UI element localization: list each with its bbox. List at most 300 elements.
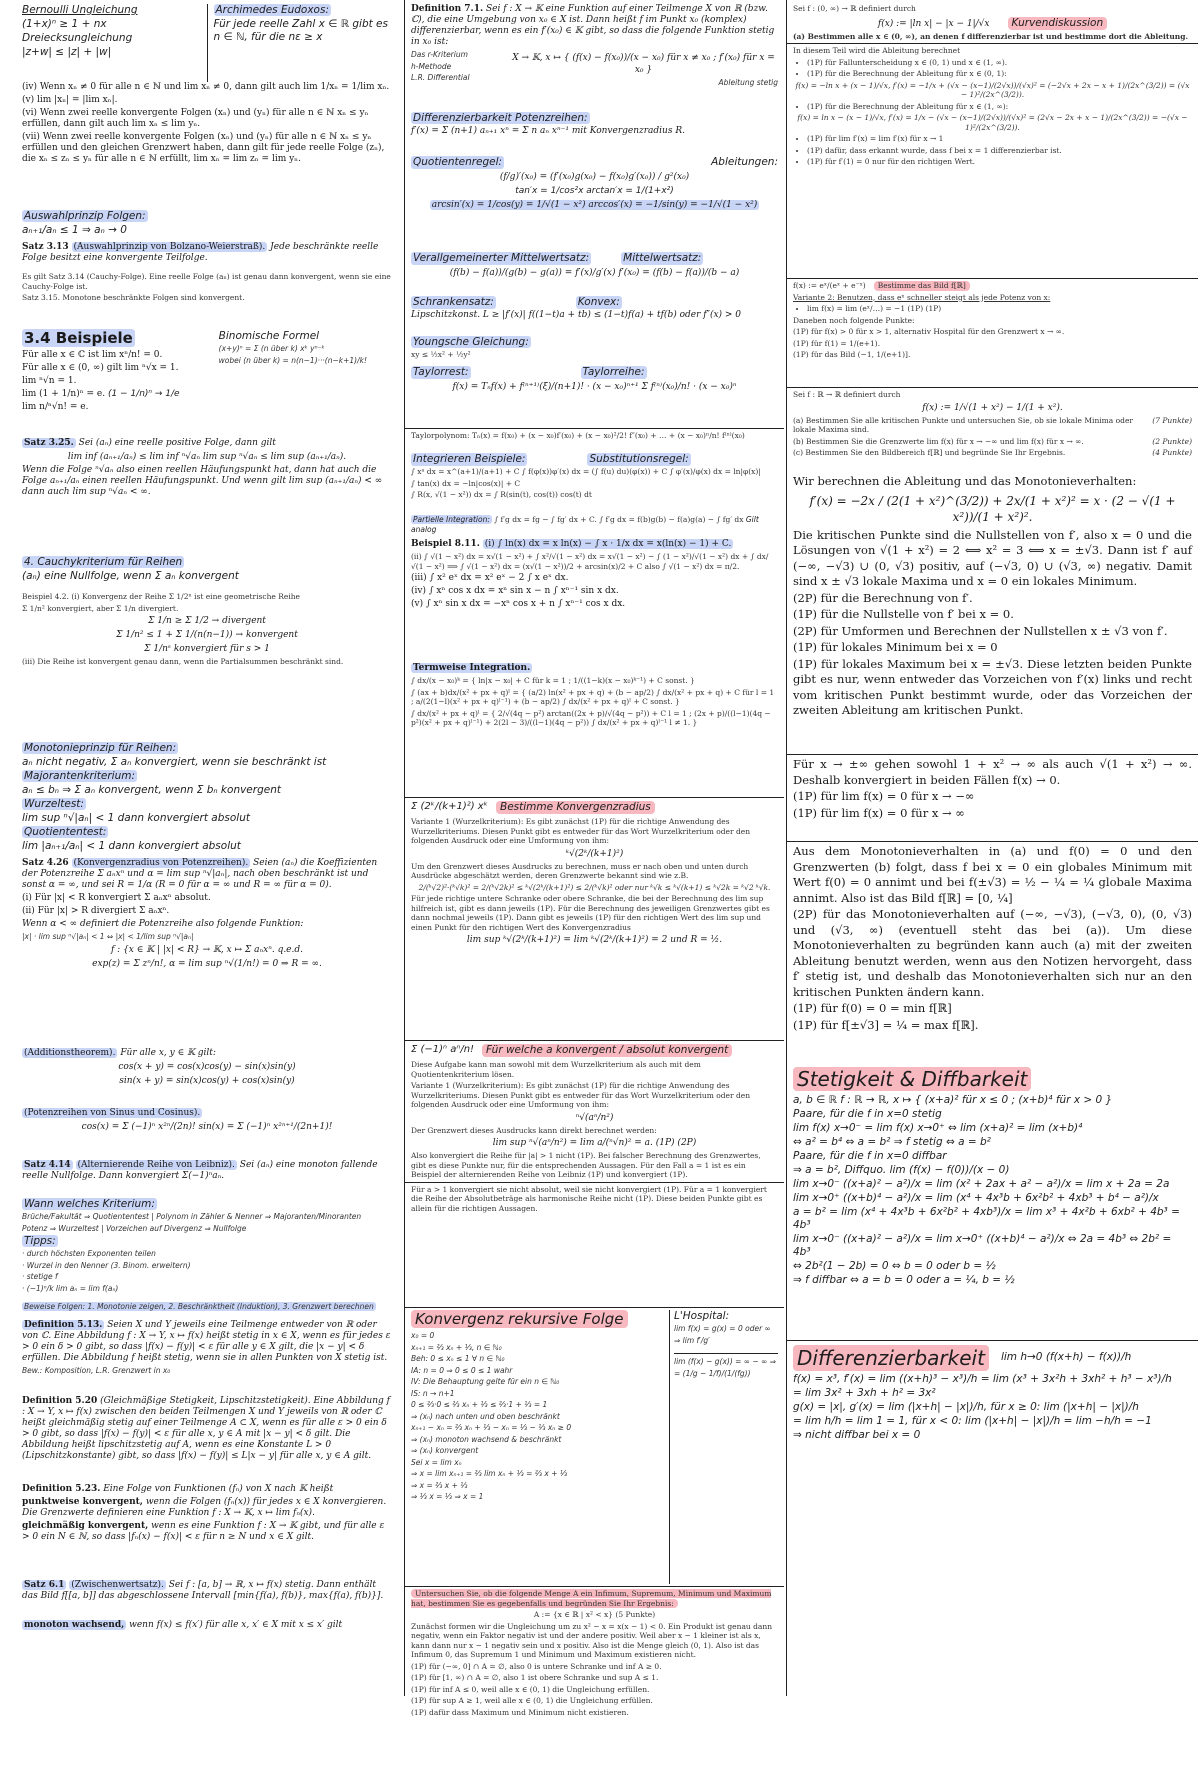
kv-title: Kurvendiskussion xyxy=(1008,17,1108,30)
diff-head-eq: lim h→0 (f(x+h) − f(x))/h xyxy=(1000,1351,1132,1363)
ex-part-text: (a) Bestimmen Sie alle kritischen Punkte und untersuchen Sie, ob sie lokale Minima oder lokale Maxima sind. xyxy=(793,415,1133,434)
inf-text: Zunächst formen wir die Ungleichung um zu x² − x = x(x − 1) < 0. Ein Produkt ist genau dann negativ, wenn ein Faktor negativ ist und der andere positiv. Weil aber x − 1 kleiner ist als x, kann dann nur x − 1 negativ sein und x positiv. Also ist die Menge gleich (0, 1). Also ist das Infimum 0, das Supremum 1 und Minimum und Maximum existieren nicht. xyxy=(411,1621,773,1659)
beispiele-section xyxy=(22,324,392,438)
divider xyxy=(405,1040,784,1041)
hw-cauchy-title: 4. Cauchykriterium für Reihen xyxy=(24,556,183,568)
inf-item: (1P) für inf A ≤ 0, weil alle x ∈ (0, 1) die Ungleichung erfüllen. xyxy=(411,1684,650,1694)
inf-task: Untersuchen Sie, ob die folgende Menge A ein Infimum, Supremum, Minimum und Maximum hat, bestimmen Sie es gegebenfalls und begründen Sie Ihr Ergebnis: xyxy=(411,1589,772,1608)
divider xyxy=(787,1340,1198,1341)
bsp-item: (v) ∫ xⁿ sin x dx = −xⁿ cos x + n ∫ xⁿ⁻¹ cos x dx. xyxy=(411,599,626,609)
ex-part-points: (2 Punkte) xyxy=(1152,436,1192,446)
stet-line: lim x→0⁺ ((x+b)⁴ − a²)/x = lim (x⁴ + 4x³b + 6x²b² + 4xb³ + b⁴ − a²)/x xyxy=(793,1192,1159,1204)
diffpot-eq: f′(x) = Σ (n+1) aₙ₊₁ xⁿ = Σ n aₙ xⁿ⁻¹ mit Konvergenzradius R. xyxy=(411,126,685,136)
satz-body: Sei f : [a, b] → ℝ, x ↦ f(x) stetig. Dann enthält das Bild f[[a, b]] das abgeschlossene Intervall [min{f(a), f(b)}, max{f(a), f(b)}]. xyxy=(22,1580,384,1601)
kv-list xyxy=(793,58,1192,79)
stet-line: lim f(x) x→0⁻ = lim f(x) x→0⁺ ⇔ lim (x+a)² = lim (x+b)⁴ xyxy=(793,1122,1083,1134)
kv-list xyxy=(793,134,1192,167)
hw-archimedes xyxy=(207,4,393,82)
konv-text: Diese Aufgabe kann man sowohl mit dem Wurzelkriterium als auch mit dem Quotientenkriterium lösen. xyxy=(411,1060,701,1079)
hw-abl: Ableitung stetig xyxy=(718,78,778,87)
satz-325-head xyxy=(22,438,392,449)
bsp-item: (iv) ∫ xⁿ cos x dx = xⁿ sin x − n ∫ xⁿ⁻¹ sin x dx. xyxy=(411,586,619,596)
satz-61 xyxy=(22,1580,392,1620)
def-body: Seien X und Y jeweils eine Teilmenge entweder von ℝ oder von ℂ. Eine Abbildung f : X → Y, x ↦ f(x) heißt stetig in x ∈ X, wenn es für jedes ε > 0 ein δ > 0 gibt, so dass |f(x) − f(y)| < ε für alle y ∈ X gilt, die |x − y| < δ erfüllen. Die Abbildung f heißt stetig, wenn sie in allen Punkten von X stetig ist. xyxy=(22,1320,391,1363)
ex-text: Sei f : ℝ → ℝ definiert durch xyxy=(793,390,901,399)
big-item: (1P) für f[±√3] = ¼ = max f[ℝ]. xyxy=(793,1017,979,1032)
faint-line: Beispiel 4.2. (i) Konvergenz der Reihe Σ 1/2ⁿ ist eine geometrische Reihe xyxy=(22,592,300,601)
ex-part-text: (c) Bestimmen Sie den Bildbereich f[ℝ] und begründe Sie Ihr Ergebnis. xyxy=(793,448,1066,457)
int-line: ∫ xᵃ dx = x^(a+1)/(a+1) + C ∫ f(φ(x))φ′(x) dx = (∫ f(u) du)(φ(x)) + C ∫ φ′(x)/φ(x) dx = ln|φ(x)| xyxy=(411,467,761,476)
big-item: (1P) für f(0) = 0 = min f[ℝ] xyxy=(793,1001,952,1015)
inf-head xyxy=(411,1589,778,1608)
hw-line xyxy=(22,1235,392,1248)
bild-item: (1P) für f(1) = 1/(e+1). xyxy=(793,338,881,348)
hw-title: Quotientenregel: xyxy=(413,156,503,168)
hw-line: Bernoulli Ungleichung xyxy=(22,4,138,16)
hw-line xyxy=(411,112,778,125)
kv-task: (a) Bestimmen alle x ∈ (0, ∞), an denen f differenzierbar ist und bestimme dort die Ableitung. xyxy=(793,31,1189,41)
hw-beweis xyxy=(22,1302,392,1320)
divider xyxy=(787,754,1198,755)
rek-line: Beh: 0 ≤ xₙ ≤ 1 ∀ n ∈ ℕ₀ xyxy=(411,1354,505,1363)
kv-item: • (1P) für f′(1) = 0 nur für den richtigen Wert. xyxy=(807,157,1192,167)
hw-bew: Bew.: Komposition, L.R. Grenzwert in x₀ xyxy=(22,1366,171,1375)
def-term: punktweise konvergent, xyxy=(22,1497,143,1507)
bild-text: Daneben noch folgende Punkte: xyxy=(793,315,915,325)
bild-aufgabe xyxy=(793,281,1192,385)
bild-item: • lim f(x) = lim (eˣ/…) = −1 (1P) (1P) xyxy=(807,304,1192,314)
bild-list xyxy=(793,304,1192,314)
hw-kriterien xyxy=(22,742,392,858)
def-523-text xyxy=(22,1484,392,1495)
infimum-aufgabe xyxy=(411,1589,778,1779)
def-520-text xyxy=(22,1396,392,1462)
kv-eq: f(x) := |ln x| − |x − 1|/√x xyxy=(877,18,990,29)
satz-label: Satz 4.26 xyxy=(22,858,69,868)
def-body: (Gleichmäßige Stetigkeit, Lipschitzstetigkeit). Eine Abbildung f : X → Y, x ↦ f(x) zwischen den beiden Teilmengen X und Y jeweils von ℝ oder ℂ heißt gleichmäßig stetig auf einer Teilmenge A ⊂ X, wenn es für alle ε > 0 ein δ > 0 gibt, so dass |f(x) − f(y)| < ε für alle x, y ∈ A mit |x − y| < δ gilt. Die Abbildung heißt lipschitzstetig auf A, wenn es eine Konstante L > 0 (Lipschitzkonstante) gibt, so dass |f(x) − f(y)| ≤ L|x − y| für alle x, y ∈ A gilt. xyxy=(22,1396,390,1461)
term-eq: ∫ (ax + b)dx/(x² + px + q)ˡ = { (a/2) ln(x² + px + q) + (b − ap/2) ∫ dx/(x² + px + q) + C für l = 1 ; a/(2(1−l)(x² + px + q)ˡ⁻¹) + (b − ap/2) ∫ dx/(x² + px + q)ˡ + C sonst. } xyxy=(411,687,775,706)
satz-426-head xyxy=(22,858,392,891)
big-text: Für x → ±∞ gehen sowohl 1 + x² → ∞ als auch √(1 + x²) → ∞. Deshalb konvergiert in beiden Fällen f(x) → 0. xyxy=(793,757,1192,787)
taylorpoly-text: Taylorpolynom: Tₙ(x) = f(x₀) + (x − x₀)f′(x₀) + (x − x₀)²/2! f″(x₀) + … + (x − x₀)ⁿ/n! f⁽ⁿ⁾(x₀) xyxy=(411,431,745,440)
hw-title: Partielle Integration: xyxy=(413,515,490,524)
arc-eq-wrap xyxy=(411,199,778,211)
bild-item: (1P) für f(x) > 0 für x > 1, alternativ Hospital für den Grenzwert x → ∞. xyxy=(793,327,1065,336)
term-label: Termweise Integration. xyxy=(413,663,531,673)
def-71-eq: X → 𝕂, x ↦ { (f(x) − f(x₀))/(x − x₀) für x ≠ x₀ ; f′(x₀) für x = x₀ } xyxy=(512,53,775,75)
def-term: gleichmäßig konvergent, xyxy=(22,1521,149,1531)
limit-rules xyxy=(22,82,392,210)
def-71 xyxy=(411,4,778,112)
rek-line: IV: Die Behauptung gelte für ein n ∈ ℕ₀ xyxy=(411,1377,560,1386)
bsp-item: (ii) ∫ √(1 − x²) dx = x√(1 − x²) + ∫ x²/√(1 − x²) dx = x√(1 − x²) − ∫ (1 − x²)/√(1 − x²) dx + ∫ dx/√(1 − x²) ⟹ ∫ √(1 − x²) dx = (x√(1 − x²))/2 + arcsin(x)/2 + C also ∫ √(1 − x²) dx = π/2. xyxy=(411,552,769,571)
hw-line: aₙ nicht negativ, Σ aₙ konvergiert, wenn sie beschränkt ist xyxy=(22,756,327,768)
stet-line: ⇔ a² = b⁴ ⇔ a = b² ⇒ f stetig ⇔ a = b² xyxy=(793,1136,991,1148)
satz-body: Sei (aₙ) eine monoton fallende reelle Nullfolge. Dann konvergiert Σ(−1)ⁿaₙ. xyxy=(22,1160,378,1181)
bsp-item: (i) ∫ ln(x) dx = x ln(x) − ∫ x · 1/x dx = x(ln(x) − 1) + C. xyxy=(484,539,732,549)
column-2 xyxy=(404,0,782,1717)
satz-name: (Alternierende Reihe von Leibniz). xyxy=(77,1160,235,1170)
faint-line: Satz 3.15. Monotone beschränkte Folgen sind konvergent. xyxy=(22,293,245,302)
mws-eq: (f(b) − f(a))/(g(b) − g(a)) = f′(x)/g′(x) f′(x₀) = (f(b) − f(a))/(b − a) xyxy=(449,268,740,278)
hw-title: Substitutionsregel: xyxy=(589,453,689,465)
hw-quot-row xyxy=(411,156,778,169)
column-1 xyxy=(0,0,398,1696)
hopital-line: = (1/g − 1/f)/(1/(fg)) xyxy=(674,1368,751,1378)
konv-eq: lim sup ⁿ√(aⁿ/n²) = lim a/(ⁿ√n)² = a. (1P) (2P) xyxy=(492,1138,697,1148)
konv-text: Variante 1 (Wurzelkriterium): Es gibt zunächst (1P) für die richtige Anwendung des Wurzelkriteriums. Diesen Punkt gibt es entweder für das Wort Wurzelkriterium oder den folgenden Ausdruck oder eine Umformung von ihm: xyxy=(411,1081,751,1109)
big-item: (1P) für lokales Maximum bei x = ±√3. Diese letzten beiden Punkte gibt es nur, wenn entweder das Vorzeichen von f′(x) links und recht vom kritischen Punkt bestimmt wurde, oder das Vorzeichen der zweiten Ableitung am kritischen Punkt. xyxy=(793,656,1192,717)
satz-label: Satz 3.13 xyxy=(22,242,69,252)
hw-wann xyxy=(22,1198,392,1302)
inf-item: (1P) für [1, ∞) ∩ A = ∅, also 1 ist obere Schranke und sup A ≤ 1. xyxy=(411,1673,659,1682)
rek-line: Sei x = lim xₙ xyxy=(411,1457,462,1467)
satz-325-tail: Wenn die Folge ⁿ√aₙ also einen reellen Häufungspunkt hat, dann hat auch die Folge aₙ₊₁/aₙ einen reellen Häufungspunkt. Und wenn gilt lim sup (aₙ₊₁/aₙ) < ∞ dann auch lim sup ⁿ√aₙ < ∞. xyxy=(22,465,383,497)
stet-line: lim x→0⁻ ((x+a)² − a²)/x = lim (x² + 2ax + a² − a²)/x = lim x + 2a = 2a xyxy=(793,1178,1170,1190)
kv-intro: In diesem Teil wird die Ableitung berechnet xyxy=(793,46,961,55)
divider xyxy=(405,1307,784,1308)
taylor-eq: f(x) = Tₙf(x) + f⁽ⁿ⁺¹⁾(ξ)/(n+1)! · (x − x₀)ⁿ⁺¹ Σ f⁽ⁿ⁾(x₀)/n! · (x − x₀)ⁿ xyxy=(452,382,737,392)
hw-cauchy xyxy=(22,556,392,592)
hw-line xyxy=(214,4,393,17)
konv-eq: ⁿ√(aⁿ/n²) xyxy=(575,1112,614,1123)
hw-archimedes-title: Archimedes Eudoxos: xyxy=(215,4,329,16)
rek-line: ⇒ (xₙ) konvergent xyxy=(411,1446,479,1455)
hw-line: lim sup ⁿ√|aₙ| < 1 dann konvergiert absolut xyxy=(22,812,250,824)
add-eq: cos(x + y) = cos(x)cos(y) − sin(x)sin(y) xyxy=(118,1062,296,1072)
def-label: Definition 5.13. xyxy=(24,1320,103,1330)
stet-line: ⇒ f diffbar ⇔ a = b = 0 oder a = ¼, b = ½ xyxy=(793,1274,1015,1286)
hw-schranke-row xyxy=(411,296,778,309)
hw-title: Taylorreihe: xyxy=(582,366,645,378)
diff-line: = lim h/h = lim 1 = 1, für x < 0: lim (|x+h| − |x|)/h = lim −h/h = −1 xyxy=(793,1415,1152,1427)
rad-text: Variante 1 (Wurzelkriterium): Es gibt zunächst (1P) für die richtige Anwendung des Wurzelkriteriums. Diesen Punkt gibt es entweder für das Wort Wurzelkriterium oder den folgenden Ausdruck oder eine Umformung von ihm: xyxy=(411,817,751,845)
integrieren xyxy=(411,453,778,515)
rek-line: 0 ≤ ⅔·0 ≤ ⅔ xₙ + ⅓ ≤ ⅔·1 + ⅓ = 1 xyxy=(411,1400,548,1409)
mittelwertsatz xyxy=(411,252,778,296)
def-body: Sei f : X → 𝕂 eine Funktion auf einer Teilmenge X von ℝ (bzw. ℂ), die eine Umgebung von x₀ ∈ X ist. Dann heißt f im Punkt x₀ (komplex) differenzierbar, wenn es ein f′(x₀) ∈ 𝕂 gibt, so dass die folgende Funktion stetig in x₀ ist: xyxy=(411,4,775,47)
ex-eq: f(x) := 1/√(1 + x²) − 1/(1 + x²). xyxy=(922,402,1063,413)
faint-eq: Σ 1/nˢ konvergiert für s > 1 xyxy=(144,644,270,654)
stet-line: Paare, für die f in x=0 diffbar xyxy=(793,1150,947,1162)
stet-line: a, b ∈ ℝ f : ℝ → ℝ, x ↦ { (x+a)² für x ≤ 0 ; (x+b)⁴ für x > 0 } xyxy=(793,1094,1113,1106)
hw-line xyxy=(22,1302,392,1312)
hw-title: Wurzeltest: xyxy=(24,798,84,810)
rek-line: ⇒ ⅓ x = ⅓ ⇒ x = 1 xyxy=(411,1492,484,1501)
hw-title: Verallgemeinerter Mittelwertsatz: xyxy=(413,252,590,264)
diff-title: Differenzierbarkeit xyxy=(793,1345,989,1371)
hw-line: |z+w| ≤ |z| + |w| xyxy=(22,46,112,58)
rek-line: ⇒ (xₙ) nach unten und oben beschränkt xyxy=(411,1411,560,1421)
bsp-811-head xyxy=(411,539,778,550)
hw-line: lim |aₙ₊₁/aₙ| < 1 dann konvergiert absolut xyxy=(22,840,241,852)
hopital-line: ⇒ lim f′/g′ xyxy=(674,1335,710,1345)
hw-note: Gilt analog xyxy=(411,515,759,534)
hw-title: Quotiententest: xyxy=(24,826,107,838)
hw-line xyxy=(22,798,392,811)
konvergenz-a-aufgabe xyxy=(411,1043,778,1305)
hw-line: · Wurzel in den Nenner (3. Binom. erweitern) xyxy=(22,1260,191,1270)
hw-line xyxy=(22,556,392,569)
hw-title: Tipps: xyxy=(24,1235,56,1247)
hw-line: wobei (n über k) = n(n−1)···(n−k+1)/k! xyxy=(218,355,367,365)
arc-eq: arcsin′(x) = 1/cos(y) = 1/√(1 − x²) arccos′(x) = −1/sin(y) = −1/√(1 − x²) xyxy=(431,200,758,210)
faint-eq: Σ 1/n ≥ Σ 1/2 → divergent xyxy=(148,616,266,626)
big-text: Aus dem Monotonieverhalten in (a) und f(0) = 0 und den Grenzwerten (b) folgt, dass f bei x = 0 ein globales Minimum mit Wert f(0) = 0 annimt und bei f(±√3) = ½ − ¼ = ¼ globale Maxima annimt. Also ist das Bild f[ℝ] = [0, ¼] xyxy=(793,844,1192,905)
grenzwert-loesung xyxy=(793,757,1192,839)
extremwert-loesung xyxy=(793,474,1192,752)
monoton-text xyxy=(22,1620,392,1631)
diff-potenzreihen xyxy=(411,112,778,156)
faint-line: (iii) Die Reihe ist konvergent genau dann, wenn die Partialsummen beschränkt sind. xyxy=(22,657,344,666)
inf-set: A := {x ∈ ℝ | x² < x} xyxy=(533,1610,614,1619)
satz-name: (Konvergenzradius von Potenzreihen). xyxy=(73,858,249,868)
section-beispiele-title: 3.4 Beispiele xyxy=(24,329,133,347)
bild-variante: Variante 2: Benutzen, dass eˣ schneller steigt als jede Potenz von x: xyxy=(793,292,1051,302)
hw-bernoulli xyxy=(22,4,201,82)
rek-line: ⇒ (xₙ) monoton wachsend & beschränkt xyxy=(411,1434,562,1444)
rad-head xyxy=(411,800,778,815)
rule-vii: (vii) Wenn zwei reelle konvergente Folgen (xₙ) und (yₙ) für alle n ∈ ℕ xₙ ≤ yₙ erfüllen und den gleichen Grenzwert haben, dann gilt für jede reelle Folge (zₙ), die xₙ ≤ zₙ ≤ yₙ für alle n ∈ ℕ erfüllt, lim xₙ = lim zₙ = lim yₙ. xyxy=(22,132,385,164)
pot-label: (Potenzreihen von Sinus und Cosinus). xyxy=(24,1108,201,1118)
stet-line: Paare, für die f in x=0 stetig xyxy=(793,1108,942,1120)
inf-item: (1P) für sup A ≥ 1, weil alle x ∈ (0, 1) die Ungleichung erfüllen. xyxy=(411,1696,653,1705)
add-head xyxy=(22,1048,392,1059)
ex-part-text: (b) Bestimmen Sie die Grenzwerte lim f(x) für x → −∞ und lim f(x) für x → ∞. xyxy=(793,436,1084,446)
beispiel-e: lim (1 + 1/n)ⁿ = e. xyxy=(22,389,106,399)
hw-line: Binomische Formel xyxy=(218,330,320,342)
def-body: Eine Folge von Funktionen (fₙ) von X nach 𝕂 heißt xyxy=(103,1484,334,1494)
def-523-pkt xyxy=(22,1497,392,1519)
termweise-integration xyxy=(411,663,778,795)
def-label: Definition 7.1. xyxy=(411,4,484,14)
hw-beweis-text: Beweise Folgen: 1. Monotonie zeigen, 2. Beschränktheit (Induktion), 3. Grenzwert berechnen xyxy=(24,1302,374,1311)
pot-eq: cos(x) = Σ (−1)ⁿ x²ⁿ/(2n)! sin(x) = Σ (−1)ⁿ x²ⁿ⁺¹/(2n+1)! xyxy=(81,1122,333,1132)
inf-item: (1P) dafür dass Maximum und Minimum nicht existieren. xyxy=(411,1707,629,1717)
divider xyxy=(405,1182,784,1183)
def-term-body: wenn f(x) ≤ f(x′) für alle x, x′ ∈ X mit x ≤ x′ gilt xyxy=(129,1620,343,1630)
hw-title: Majorantenkriterium: xyxy=(24,770,136,782)
ex-part xyxy=(793,448,1192,458)
hw-def71 xyxy=(411,50,503,90)
tan-eq: tan′x = 1/cos²x arctan′x = 1/(1+x²) xyxy=(515,186,674,196)
bild-head xyxy=(793,281,1192,293)
rek-line: IS: n → n+1 xyxy=(411,1388,455,1398)
inf-set-row xyxy=(411,1610,778,1620)
kv-item: • (1P) für die Berechnung der Ableitung für x ∈ (1, ∞): xyxy=(807,102,1192,112)
satz-313-text xyxy=(22,242,392,264)
hw-title: Monotonieprinzip für Reihen: xyxy=(24,742,177,754)
stet-line: ⇔ 2b²(1 − 2b) = 0 ⇔ b = 0 oder b = ½ xyxy=(793,1260,996,1272)
additionstheorem xyxy=(22,1048,392,1108)
rek-line: xₙ₊₁ − xₙ = ⅔ xₙ + ⅓ − xₙ = ⅓ − ⅓ xₙ ≥ 0 xyxy=(411,1423,572,1432)
konv-text: Für a > 1 konvergiert sie nicht absolut, weil sie nicht konvergiert (1P). Für a = 1 konvergiert die Reihe der Absolutbeträge als harmonische Reihe nicht (1P). Diese beiden Punkte gibt es allein für die richtigen Aussagen. xyxy=(411,1184,767,1213)
hw-line xyxy=(411,336,778,349)
hw-auswahl xyxy=(22,210,392,242)
inf-item: (1P) für (−∞, 0] ∩ A = ∅, also 0 is untere Schranke und inf A ≥ 0. xyxy=(411,1661,662,1671)
schranke-eq: Lipschitzkonst. L ≥ |f′(x)| f((1−t)a + tb) ≤ (1−t)f(a) + tf(b) oder f″(x) > 0 xyxy=(411,310,742,320)
satz-325 xyxy=(22,438,392,556)
hw-line xyxy=(22,742,392,755)
bsp-label: Beispiel 8.11. xyxy=(411,539,480,549)
faint-beispiel-42 xyxy=(22,592,392,742)
satz-body: Jede beschränkte reelle Folge besitzt eine konvergente Teilfolge. xyxy=(22,242,379,263)
hw-title: Schrankensatz: xyxy=(413,296,494,308)
hw-title: Differenzierbarkeit Potenzreihen: xyxy=(413,112,588,124)
faint-satz-314 xyxy=(22,272,392,324)
konv-text: Der Grenzwert dieses Ausdrucks kann direkt berechnet werden: xyxy=(411,1125,657,1135)
big-text: Die kritischen Punkte sind die Nullstellen von f′, also x = 0 und die Lösungen von √(1 + x²) = 2 ⟺ x² = 3 ⟺ x = ±√3. Dann ist f′ auf (−∞, −√3) ∪ (0, √3) positiv, auf (−√3, 0) ∪ (√3, ∞) negativ. Damit sind x ± √3 lokale Maxima und x = 0 ein lokales Minimum. xyxy=(793,527,1192,588)
hw-line xyxy=(22,1198,392,1211)
rule-vi: (vi) Wenn zwei reelle konvergente Folgen (xₙ) und (yₙ) für alle n ∈ ℕ xₙ ≤ yₙ erfüllen, dann gilt auch lim xₙ ≤ lim yₙ. xyxy=(22,108,369,129)
rule-iv: (iv) Wenn xₙ ≠ 0 für alle n ∈ ℕ und lim xₙ ≠ 0, dann gilt auch lim 1/xₙ = 1/lim xₙ. xyxy=(22,82,390,92)
hw-title: Wann welches Kriterium: xyxy=(24,1198,155,1210)
hw-auswahl-title: Auswahlprinzip Folgen: xyxy=(24,210,146,222)
hw-bern: (1 − 1/n)ⁿ → 1/e xyxy=(107,389,180,399)
satz-426 xyxy=(22,858,392,1048)
rad-text: Für jede richtige untere Schranke oder obere Schranke, die bei der Berechnung des lim sup hilfreich ist, gibt es dann jeweils (1P). Für die Berechnung des jeweiligen Grenzwertes gibt es dann nochmal jeweils (1P). Dann gibt es jeweils (1P) für den richtigen Wert des lim sup und einen Punkt für den richtigen Wert des Konvergenzradius xyxy=(411,894,770,932)
hw-title: Ableitungen: xyxy=(711,156,778,168)
divider xyxy=(787,43,1198,44)
young xyxy=(411,336,778,366)
section-beispiele xyxy=(22,328,213,348)
hw-int-row xyxy=(411,453,778,466)
quotientenregel xyxy=(411,156,778,252)
satz-item: Wenn α < ∞ definiert die Potenzreihe also folgende Funktion: xyxy=(22,919,304,929)
rek-line: ⇒ x = lim xₙ₊₁ = ⅔ lim xₙ + ⅓ = ⅔ x + ⅓ xyxy=(411,1469,568,1478)
differenzierbarkeit xyxy=(793,1343,1192,1513)
rekursive-folge xyxy=(411,1310,778,1584)
hw-line: · stetige f xyxy=(22,1272,58,1281)
inf-points: (5 Punkte) xyxy=(615,1610,656,1619)
satz-name: (Zwischenwertsatz). xyxy=(71,1580,164,1590)
beispiel-line: Für alle x ∈ ℂ ist lim xⁿ/n! = 0. xyxy=(22,350,163,360)
extremwert-aufgabe xyxy=(793,390,1192,474)
divider xyxy=(405,1586,784,1587)
konvergenzradius-aufgabe xyxy=(411,800,778,1038)
kv-eq: f(x) = −ln x + (x − 1)/√x, f′(x) = −1/x + (√x − (x−1)/(2√x))/(√x)² = (−2√x + 2x − x + 1)/(2x^(3/2)) = (√x − 1)²/(2x^(3/2)). xyxy=(795,80,1190,99)
diff-line: = lim 3x² + 3xh + h² = 3x² xyxy=(793,1387,936,1399)
hw-line: · durch höchsten Exponenten teilen xyxy=(22,1249,156,1258)
diff-head xyxy=(793,1343,1192,1373)
hw-line: Brüche/Fakultät ⇒ Quotiententest | Polynom in Zähler & Nenner ⇒ Majoranten/Minoranten xyxy=(22,1212,362,1221)
ex-part xyxy=(793,416,1192,435)
stet-line: a = b² = lim (x⁴ + 4x³b + 6x²b² + 4xb³)/x = lim x³ + 4x²b + 6xb² + 4b³ = 4b³ xyxy=(793,1206,1180,1231)
hw-title: Mittelwertsatz: xyxy=(623,252,702,264)
konv-head xyxy=(411,1043,778,1058)
ex-part-points: (4 Punkte) xyxy=(1152,448,1192,457)
int-line: ∫ R(x, √(1 − x²)) dx = ∫ R(sin(t), cos(t)) cos(t) dt xyxy=(411,490,592,499)
faint-line: Es gilt Satz 3.14 (Cauchy-Folge). Eine reelle Folge (aₙ) ist genau dann konvergent, wenn sie eine Cauchy-Folge ist. xyxy=(22,272,391,291)
rad-text: Um den Grenzwert dieses Ausdrucks zu berechnen, muss er nach oben und unten durch Ausdrücke abgeschätzt werden, deren Grenzwerte bekannt sind wie z.B. xyxy=(411,861,749,880)
quot-eq: (f/g)′(x₀) = (f′(x₀)g(x₀) − f(x₀)g′(x₀)) / g²(x₀) xyxy=(499,172,690,182)
beispiel-line xyxy=(22,389,213,400)
big-eq: f′(x) = −2x / (2(1 + x²)^(3/2)) + 2x/(1 + x²)² = x · (2 − √(1 + x²))/(1 + x²)². xyxy=(809,493,1176,524)
rek-line: xₙ₊₁ = ⅔ xₙ + ⅓, n ∈ ℕ₀ xyxy=(411,1342,502,1352)
rule-v: (v) lim |xₙ| = |lim xₙ|. xyxy=(22,95,118,105)
term-head xyxy=(411,663,778,674)
partielle-integration xyxy=(411,515,778,539)
kv-text: Sei f : (0, ∞) → ℝ definiert durch xyxy=(793,4,916,13)
satz-414 xyxy=(22,1160,392,1198)
rad-eq: lim sup ᵏ√(2ᵏ/(k+1)²) = lim ᵏ√(2ᵏ/(k+1)²) = 2 und R = ½. xyxy=(466,935,723,945)
hw-line: aₙ ≤ bₙ ⇒ Σ aₙ konvergent, wenn Σ bₙ konvergent xyxy=(22,784,281,796)
bild-loesung xyxy=(793,844,1192,1064)
exp-eq: exp(z) = Σ zⁿ/n!, α = lim sup ⁿ√(1/n!) = 0 ⇒ R = ∞. xyxy=(92,958,322,969)
stet-line: lim x→0⁻ ((x+a)² − a²)/x = lim x→0⁺ ((x+b)⁴ − a²)/x ⇔ 2a = 4b³ ⇔ 2b² = 4b³ xyxy=(793,1233,1172,1258)
rek-line: ⇒ x = ⅔ x + ⅓ xyxy=(411,1480,468,1490)
beispiel-811 xyxy=(411,539,778,663)
satz-item: (i) Für |x| < R konvergiert Σ aₙxⁿ absolut. xyxy=(22,893,211,903)
satz-name: (Auswahlprinzip von Bolzano-Weierstraß). xyxy=(73,242,266,252)
kv-item: • (1P) für die Berechnung der Ableitung für x ∈ (0, 1): xyxy=(807,69,1192,79)
konv-text: Also konvergiert die Reihe für |a| > 1 nicht (1P). Bei falscher Berechnung des Grenzwertes, gibt es diese Punkte nur, für die entsprechenden Aussagen. Für den Fall a = 1 ist es ein Beispiel der alternierenden Reihe von Leibniz (1P) und konvergiert (1P). xyxy=(411,1151,761,1179)
big-item: (1P) für die Nullstelle von f′ bei x = 0. xyxy=(793,607,1014,621)
def-513 xyxy=(22,1320,392,1396)
big-item: (1P) für lim f(x) = 0 für x → ∞ xyxy=(793,805,965,820)
big-item: (2P) für Umformen und Berechnen der Nullstellen x ± √3 von f′. xyxy=(793,623,1168,638)
bild-title: Bestimme das Bild f[ℝ] xyxy=(874,281,970,291)
hw-line: (1+x)ⁿ ≥ 1 + nx xyxy=(22,18,107,30)
divider xyxy=(787,278,1198,279)
hw-line: · (−1)ⁿ/k lim aₙ = lim f(aₙ) xyxy=(22,1283,119,1293)
def-523-glm xyxy=(22,1521,392,1543)
stet-title-wrap xyxy=(793,1066,1192,1092)
schrankensatz xyxy=(411,296,778,336)
def-520 xyxy=(22,1396,392,1484)
big-item: (1P) für lokales Minimum bei x = 0 xyxy=(793,640,998,654)
hw-line xyxy=(22,770,392,783)
konv-sum: Σ (−1)ⁿ aⁿ/n! xyxy=(411,1044,475,1055)
satz-body: Seien (aₙ) die Koeffizienten der Potenzreihe Σ aₙxⁿ und α = lim sup ⁿ√|aₙ|, nach oben beschränkt ist und sonst α = ∞, und sei R = 1/α (R = 0 für α = ∞ und R = ∞ für α = 0). xyxy=(22,858,378,890)
potenzreihen-sin-cos xyxy=(22,1108,392,1160)
faint-eq: Σ 1/n² ≤ 1 + Σ 1/(n(n−1)) → konvergent xyxy=(116,630,298,640)
hw-title: Youngsche Gleichung: xyxy=(413,336,529,348)
satz-item: (ii) Für |x| > R divergiert Σ aₙxⁿ. xyxy=(22,906,170,916)
hw-line: L.R. Differential xyxy=(411,73,470,82)
satz-313 xyxy=(22,242,392,272)
hw-line: Potenz ⇒ Wurzeltest | Vorzeichen auf Divergenz ⇒ Nullfolge xyxy=(22,1223,247,1233)
stet-title: Stetigkeit & Diffbarkeit xyxy=(793,1067,1031,1091)
hw-binom xyxy=(219,324,392,438)
part-row xyxy=(411,515,778,534)
ex-part xyxy=(793,437,1192,447)
def-513-text xyxy=(22,1320,392,1364)
hw-line: Das r-Kriterium xyxy=(411,50,468,59)
def-term-body: wenn die Folgen (fₙ(x)) für jedes x ∈ X konvergieren. Die Grenzwerte definieren eine Funktion f : X → 𝕂, x ↦ lim fₙ(x). xyxy=(22,1497,387,1518)
konv-title: Für welche a konvergent / absolut konvergent xyxy=(482,1044,732,1057)
rek-main xyxy=(411,1310,665,1584)
add-label: (Additionstheorem). xyxy=(24,1048,116,1058)
hw-line: aₙ₊₁/aₙ ≤ 1 ⇒ aₙ → 0 xyxy=(22,224,127,236)
hw-taylor-row xyxy=(411,366,778,379)
satz-426-f: f : {x ∈ 𝕂 | |x| < R} → 𝕂, x ↦ Σ aₙxⁿ. q.e.d. xyxy=(110,944,303,955)
kv-eq: f(x) = ln x − (x − 1)/√x, f′(x) = 1/x − (√x − (x−1)/(2√x))/(√x)² = (2√x − 2x + x − 1)/(2x^(3/2)) = −(√x − 1)²/(2x^(3/2)). xyxy=(797,113,1188,132)
stetigkeit-diffbarkeit xyxy=(793,1066,1192,1338)
bild-eq: f(x) := eˣ/(eˣ + e⁻ˣ) xyxy=(793,281,866,290)
kv-item: • (1P) für lim f′(x) = lim f′(x) für x → 1 xyxy=(807,134,1192,144)
big-intro: Wir berechnen die Ableitung und das Monotonieverhalten: xyxy=(793,474,1137,488)
rek-line: x₀ = 0 xyxy=(411,1331,435,1340)
young-eq: xy ≤ ½x² + ½y² xyxy=(411,350,471,359)
satz-325-eq: lim inf (aₙ₊₁/aₙ) ≤ lim inf ⁿ√aₙ lim sup ⁿ√aₙ ≤ lim sup (aₙ₊₁/aₙ). xyxy=(67,452,347,462)
divider xyxy=(405,428,784,429)
hw-line xyxy=(22,210,392,223)
hopital-box xyxy=(669,1310,778,1584)
rek-line: IA: n = 0 ⇒ 0 ≤ 0 ≤ 1 wahr xyxy=(411,1365,513,1375)
hw-line: Dreiecksungleichung xyxy=(22,32,133,44)
def-term: monoton wachsend, xyxy=(24,1620,125,1630)
